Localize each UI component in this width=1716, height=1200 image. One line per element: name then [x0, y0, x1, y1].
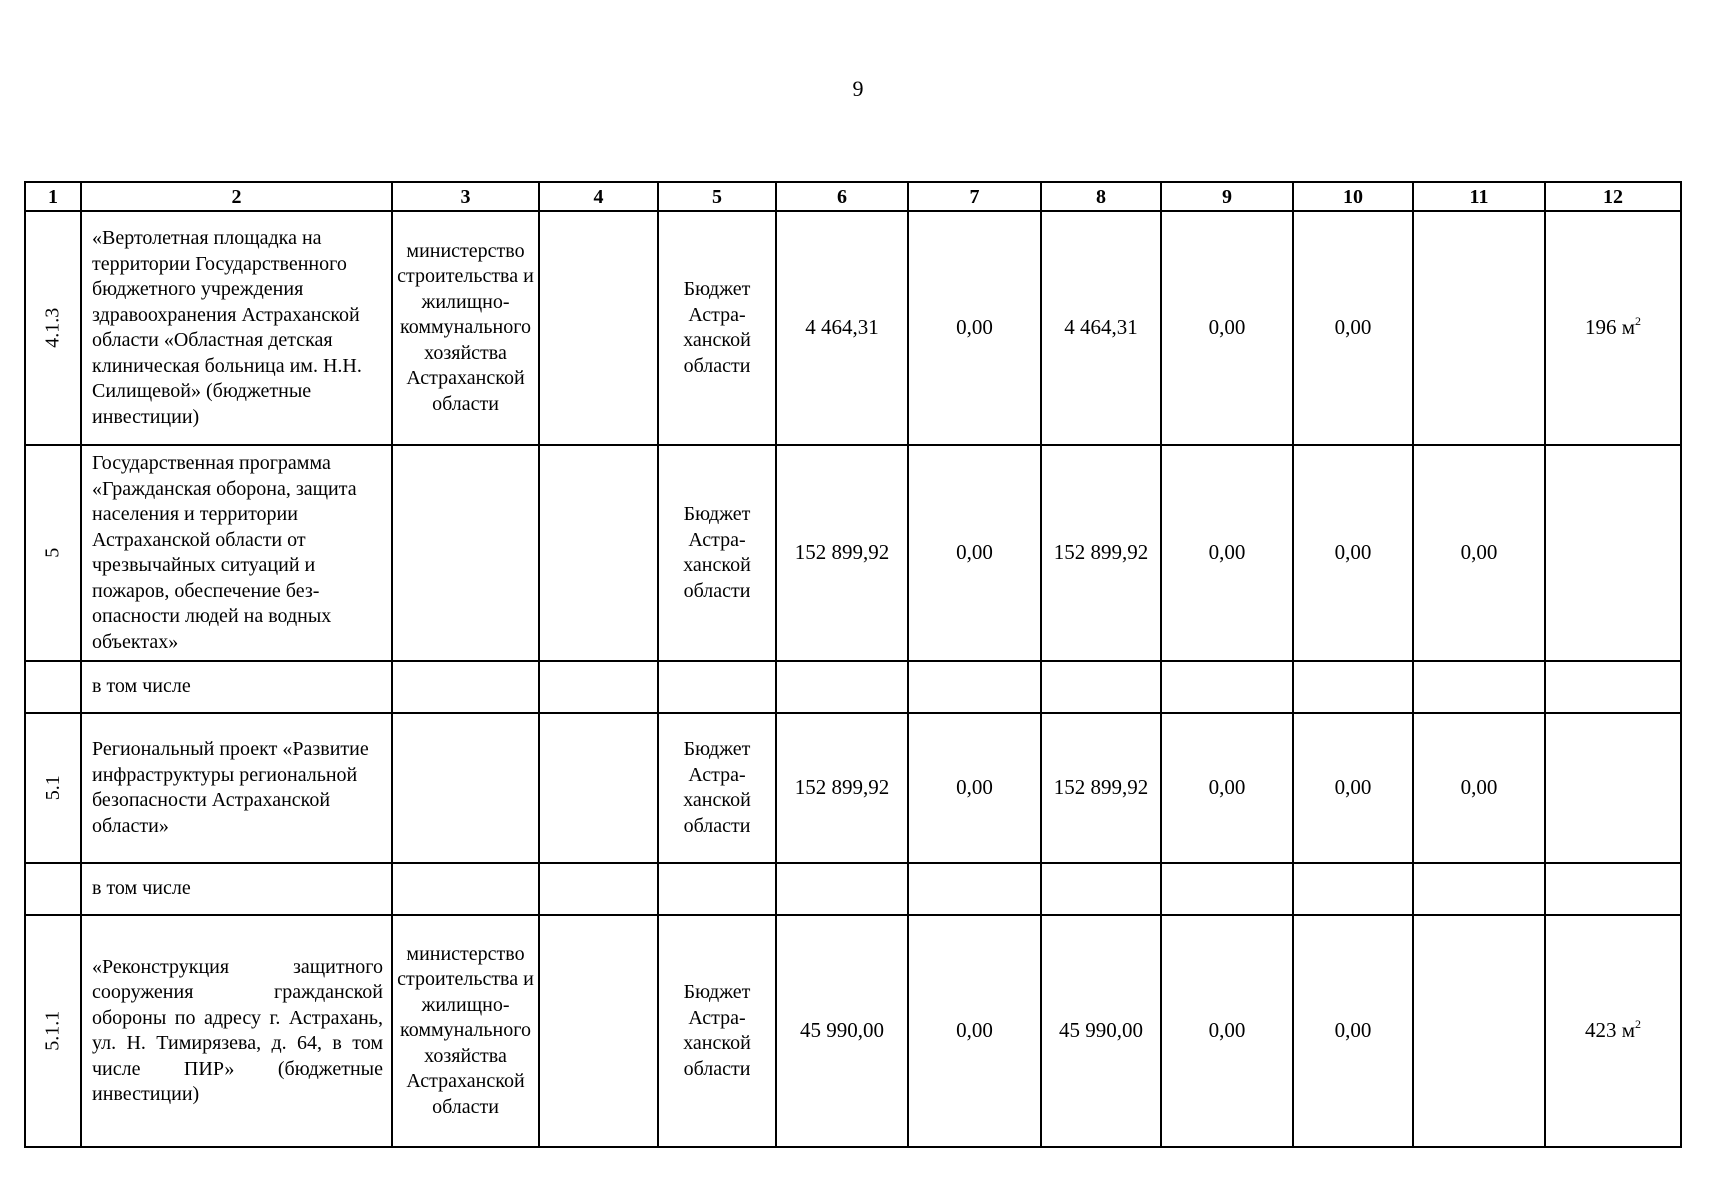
- empty-cell: [1413, 661, 1545, 713]
- empty-cell: [1293, 863, 1413, 915]
- empty-cell: [908, 661, 1041, 713]
- row-total: 4 464,31: [776, 211, 908, 445]
- row-name: «Реконструкция защитного сооружения гражданской обороны по адресу г. Астрахань, ул. Н. Тимирязева, д. 64, в том числе ПИР» (бюджетные инвестиции): [81, 915, 392, 1147]
- empty-cell: [1545, 863, 1681, 915]
- row-source: Бюджет Астраханской области: [658, 211, 776, 445]
- empty-cell: [1293, 661, 1413, 713]
- table-row: [25, 211, 1681, 445]
- column-header: 12: [1545, 182, 1681, 211]
- row-code-cell: [25, 915, 81, 1147]
- row-col9: 0,00: [1161, 211, 1293, 445]
- column-header: 9: [1161, 182, 1293, 211]
- row-code: 4.1.3: [41, 308, 64, 348]
- row-indicator-unit-sup: 2: [1635, 1017, 1642, 1032]
- row-col8: 45 990,00: [1041, 915, 1161, 1147]
- row-total: 45 990,00: [776, 915, 908, 1147]
- row-col7: 0,00: [908, 445, 1041, 661]
- row-col8: 4 464,31: [1041, 211, 1161, 445]
- empty-cell: [25, 661, 81, 713]
- column-header: 7: [908, 182, 1041, 211]
- column-number-row: [25, 182, 1681, 211]
- column-header: 6: [776, 182, 908, 211]
- page-number: 9: [852, 76, 864, 101]
- row-executor: [392, 713, 539, 863]
- row-executor: [392, 445, 539, 661]
- including-label: в том числе: [81, 863, 392, 915]
- empty-cell: [25, 863, 81, 915]
- row-executor: министерство строительства и жилищно-коммунального хозяйства Астраханской области: [392, 915, 539, 1147]
- row-executor: министерство строительства и жилищно-коммунального хозяйства Астраханской области: [392, 211, 539, 445]
- row-col11: [1413, 211, 1545, 445]
- table-row: [25, 713, 1681, 863]
- row-col10: 0,00: [1293, 211, 1413, 445]
- empty-cell: [392, 863, 539, 915]
- row-indicator-unit-sup: 2: [1635, 314, 1642, 329]
- row-indicator: [1545, 445, 1681, 661]
- row-col9: 0,00: [1161, 915, 1293, 1147]
- row-indicator-value: 423 м: [1584, 1018, 1636, 1043]
- empty-cell: [392, 661, 539, 713]
- subtotal-label-row: [25, 863, 1681, 915]
- row-col9: 0,00: [1161, 713, 1293, 863]
- empty-cell: [658, 863, 776, 915]
- row-col4: [539, 211, 658, 445]
- row-col10: 0,00: [1293, 713, 1413, 863]
- row-indicator-value: 196 м: [1584, 315, 1636, 340]
- row-col10: 0,00: [1293, 915, 1413, 1147]
- row-code: 5.1.1: [41, 1011, 64, 1051]
- row-total: 152 899,92: [776, 713, 908, 863]
- empty-cell: [776, 661, 908, 713]
- empty-cell: [1545, 661, 1681, 713]
- empty-cell: [1041, 863, 1161, 915]
- row-col4: [539, 713, 658, 863]
- column-header: 8: [1041, 182, 1161, 211]
- program-table: [24, 181, 1682, 1148]
- column-header: 3: [392, 182, 539, 211]
- row-col10: 0,00: [1293, 445, 1413, 661]
- empty-cell: [539, 661, 658, 713]
- table-row: [25, 915, 1681, 1147]
- row-indicator: [1545, 211, 1681, 445]
- row-indicator: [1545, 915, 1681, 1147]
- row-col11: 0,00: [1413, 713, 1545, 863]
- subtotal-label-row: [25, 661, 1681, 713]
- row-col4: [539, 915, 658, 1147]
- row-source: Бюджет Астраханской области: [658, 915, 776, 1147]
- empty-cell: [539, 863, 658, 915]
- row-name: Государственная программа «Гражданская оборона, защита населения и территории Астраханской области от чрезвычайных ситуаций и пожаров, обеспечение безопасности людей на водных объектах»: [81, 445, 392, 661]
- row-col11: [1413, 915, 1545, 1147]
- empty-cell: [776, 863, 908, 915]
- column-header: 10: [1293, 182, 1413, 211]
- empty-cell: [908, 863, 1041, 915]
- row-code: 5: [41, 548, 64, 558]
- row-col7: 0,00: [908, 915, 1041, 1147]
- row-col7: 0,00: [908, 713, 1041, 863]
- empty-cell: [1161, 661, 1293, 713]
- column-header: 1: [25, 182, 81, 211]
- row-code-cell: [25, 713, 81, 863]
- row-col11: 0,00: [1413, 445, 1545, 661]
- row-indicator: [1545, 713, 1681, 863]
- row-total: 152 899,92: [776, 445, 908, 661]
- row-col8: 152 899,92: [1041, 445, 1161, 661]
- empty-cell: [1041, 661, 1161, 713]
- row-col8: 152 899,92: [1041, 713, 1161, 863]
- including-label: в том числе: [81, 661, 392, 713]
- row-col4: [539, 445, 658, 661]
- empty-cell: [1161, 863, 1293, 915]
- row-code-cell: [25, 445, 81, 661]
- column-header: 11: [1413, 182, 1545, 211]
- row-col7: 0,00: [908, 211, 1041, 445]
- row-col9: 0,00: [1161, 445, 1293, 661]
- column-header: 4: [539, 182, 658, 211]
- row-name: Региональный проект «Развитие инфраструктуры региональной безопасности Астраханской области»: [81, 713, 392, 863]
- column-header: 2: [81, 182, 392, 211]
- row-code-cell: [25, 211, 81, 445]
- column-header: 5: [658, 182, 776, 211]
- row-name: «Вертолетная площадка на территории Государственного бюджетного учреждения здравоохранения Астраханской области «Областная детская клиническая больница им. Н.Н. Силищевой» (бюджетные инвестиции): [81, 211, 392, 445]
- empty-cell: [1413, 863, 1545, 915]
- table-row: [25, 445, 1681, 661]
- row-source: Бюджет Астраханской области: [658, 445, 776, 661]
- row-code: 5.1: [41, 775, 64, 801]
- empty-cell: [658, 661, 776, 713]
- row-source: Бюджет Астраханской области: [658, 713, 776, 863]
